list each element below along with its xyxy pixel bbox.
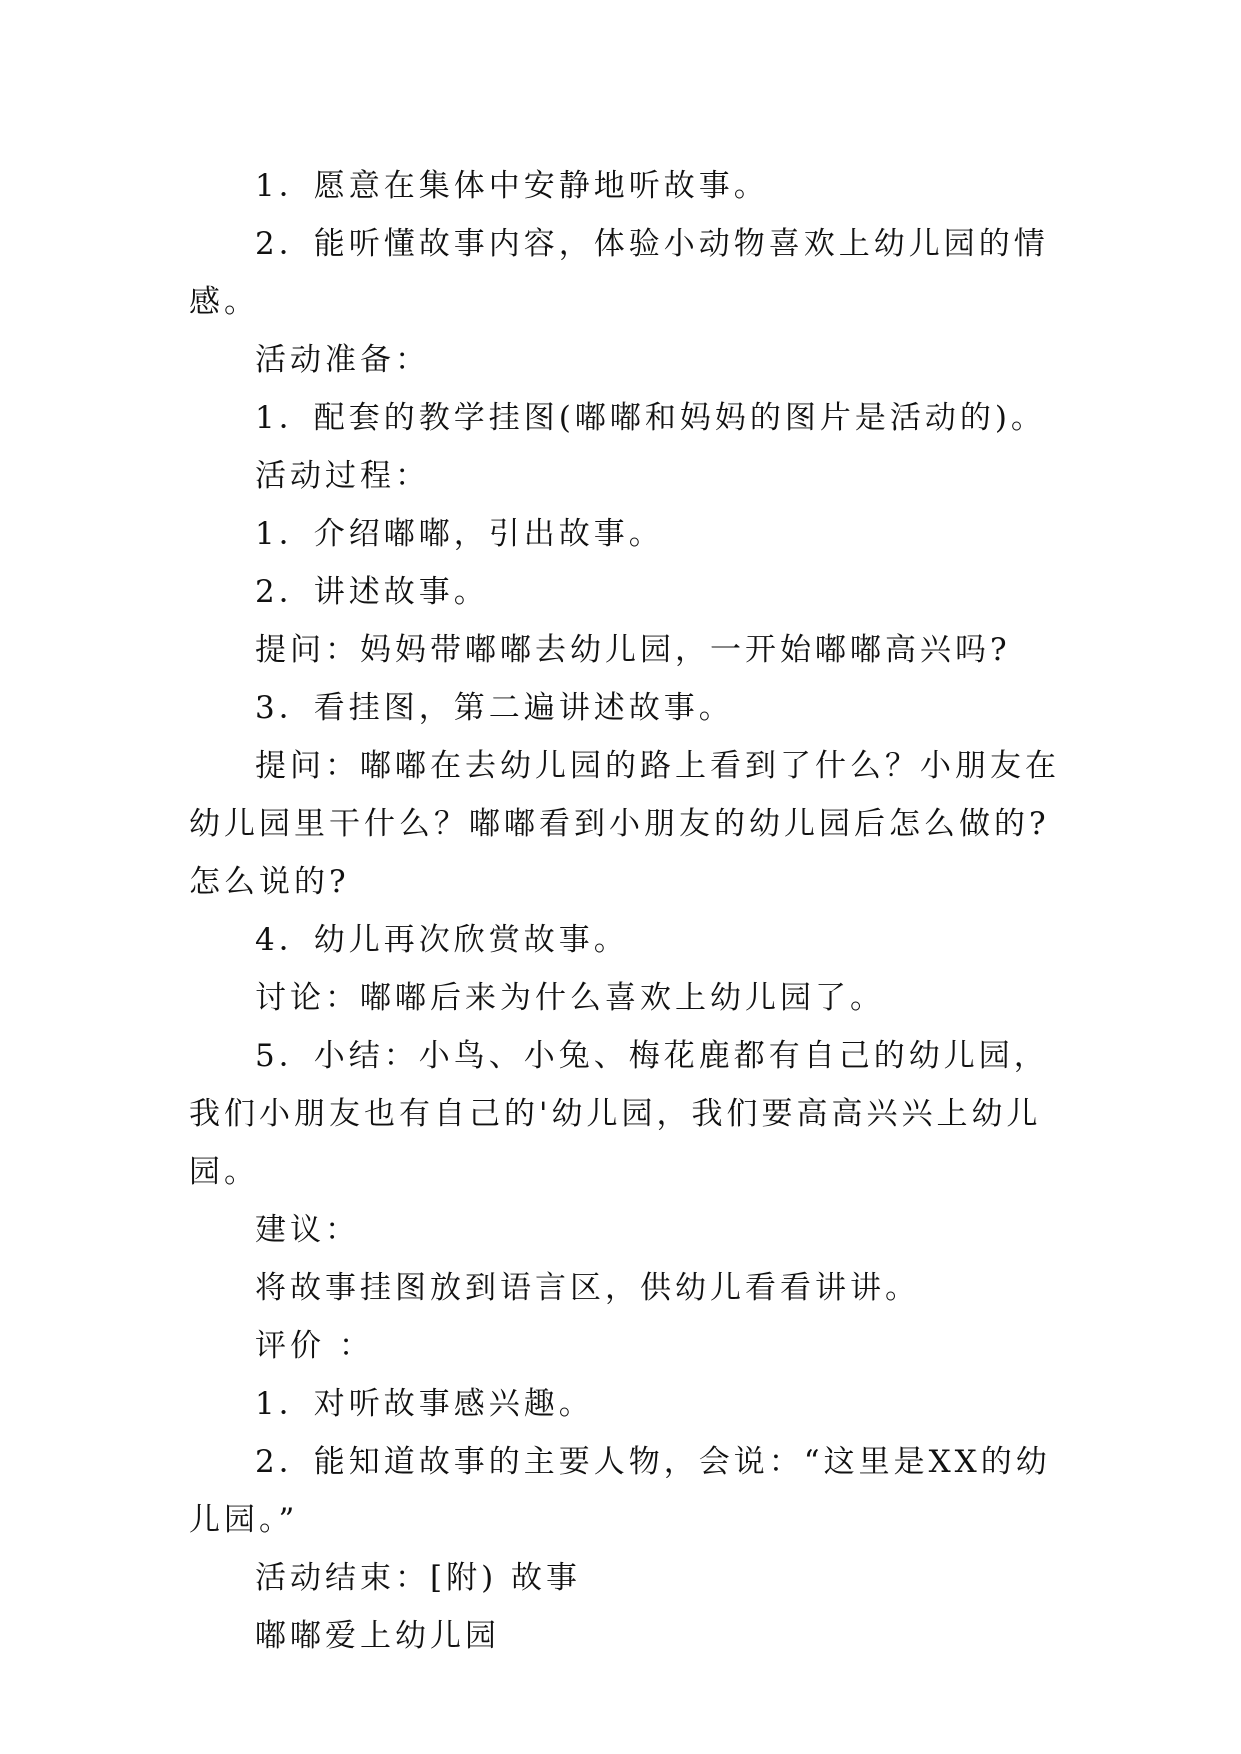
section-heading-evaluation: 评价 ： bbox=[255, 1328, 374, 1364]
question-1: 提问：妈妈带嘟嘟去幼儿园，一开始嘟嘟高兴吗? bbox=[255, 632, 1011, 668]
question-2: 提问：嘟嘟在去幼儿园的路上看到了什么？小朋友在幼儿园里干什么？嘟嘟看到小朋友的幼儿园后怎么做的?怎么说的? bbox=[189, 748, 1060, 900]
evaluation-1: 1．对听故事感兴趣。 bbox=[255, 1386, 594, 1422]
section-heading-process: 活动过程： bbox=[255, 458, 430, 494]
process-step-1: 1．介绍嘟嘟，引出故事。 bbox=[255, 516, 664, 552]
process-step-3: 3．看挂图，第二遍讲述故事。 bbox=[255, 690, 734, 726]
section-heading-suggestion: 建议： bbox=[255, 1212, 360, 1248]
section-heading-ending: 活动结束：[附) 故事 bbox=[255, 1560, 582, 1596]
goal-1: 1．愿意在集体中安静地听故事。 bbox=[255, 168, 769, 204]
evaluation-2: 2．能知道故事的主要人物，会说：“这里是XX的幼儿园。” bbox=[189, 1444, 1051, 1538]
section-heading-preparation: 活动准备： bbox=[255, 342, 430, 378]
suggestion-text: 将故事挂图放到语言区，供幼儿看看讲讲。 bbox=[255, 1270, 920, 1306]
document-body bbox=[189, 157, 1061, 1665]
discussion: 讨论：嘟嘟后来为什么喜欢上幼儿园了。 bbox=[255, 980, 885, 1016]
goal-2: 2．能听懂故事内容，体验小动物喜欢上幼儿园的情感。 bbox=[189, 226, 1049, 320]
story-title: 嘟嘟爱上幼儿园 bbox=[255, 1618, 500, 1654]
process-step-4: 4．幼儿再次欣赏故事。 bbox=[255, 922, 629, 958]
process-step-2: 2．讲述故事。 bbox=[255, 574, 489, 610]
preparation-1: 1．配套的教学挂图(嘟嘟和妈妈的图片是活动的)。 bbox=[255, 400, 1046, 436]
process-step-5-summary: 5．小结：小鸟、小兔、梅花鹿都有自己的幼儿园，我们小朋友也有自己的'幼儿园，我们要高高兴兴上幼儿园。 bbox=[189, 1038, 1049, 1190]
